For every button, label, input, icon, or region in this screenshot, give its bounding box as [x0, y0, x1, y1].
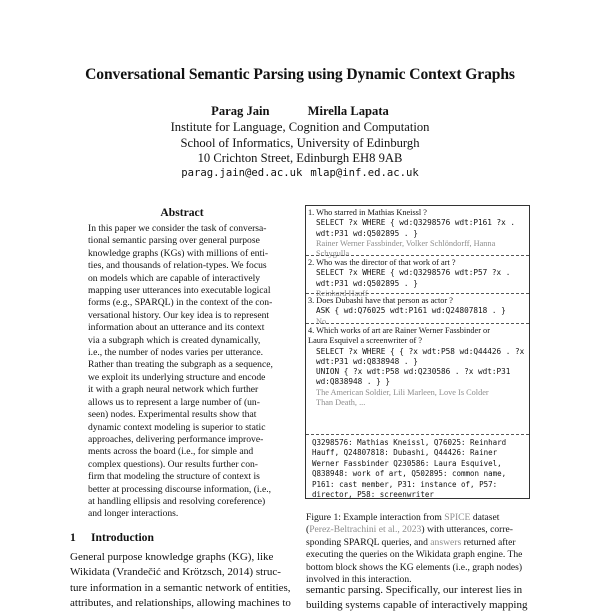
caption-line: involved in this interaction.	[306, 574, 412, 586]
figure-answer-line: The American Soldier, Lili Marleen, Love Is Colder	[316, 387, 489, 397]
affiliation-line: 10 Crichton Street, Edinburgh EH8 9AB	[197, 151, 403, 166]
section-heading	[70, 531, 154, 544]
abstract-line: better at processing discourse information, (i.e.,	[88, 483, 272, 495]
abstract-line: ties, and thousands of relation-types. We focus	[88, 260, 267, 272]
figure-query-line: SELECT ?x WHERE { wd:Q3298576 wdt:P161 ?x .	[316, 218, 516, 228]
body-line: Wikidata (Vrandečić and Krötzsch, 2014) struc-	[70, 566, 281, 579]
figure-answer-line: Reinhard Hauff	[316, 288, 368, 298]
abstract-line: mapping user utterances into executable logical	[88, 285, 271, 297]
body-line: attributes, and relationships, allowing machines to	[70, 596, 291, 609]
abstract-line: versational history. Our key idea is to represent	[88, 309, 270, 321]
abstract-line: forms (e.g., SPARQL) in the context of the con-	[88, 297, 273, 309]
caption-line: bottom block shows the KG elements (i.e., graph nodes)	[306, 561, 523, 573]
figure-question: 4. Which works of art are Rainer Werner Fassbinder or	[308, 326, 490, 335]
section-title: Introduction	[91, 531, 154, 544]
abstract-line: dynamic context modeling is superior to static	[88, 421, 266, 433]
abstract-line: tional semantic parsing over general purpose	[88, 235, 260, 247]
figure-caption	[306, 512, 532, 586]
affiliation-line: Institute for Language, Cognition and Computation	[170, 120, 430, 134]
affiliation-line: School of Informatics, University of Edinburgh	[180, 135, 420, 150]
abstract-line: ments across the board (i.e., for simple and	[88, 446, 254, 458]
kg-line: Werner Fassbinder Q230586: Laura Esquivel,	[312, 458, 502, 468]
figure-turn	[308, 208, 528, 259]
author-name: Mirella Lapata	[307, 104, 389, 118]
paper-title: Conversational Semantic Parsing using Dynamic Context Graphs	[85, 66, 515, 83]
figure-query-line: wd:Q838948 . } }	[316, 377, 391, 387]
abstract-body	[88, 223, 295, 521]
abstract-line: Rather than treating the subgraph as a sequence,	[88, 359, 273, 371]
abstract-line: approaches, delivering performance improve-	[88, 433, 264, 445]
body-line: semantic parsing. Specifically, our interest lies in	[306, 584, 523, 596]
affiliation	[0, 120, 600, 167]
author-name: Parag Jain	[211, 104, 270, 118]
figure-query-line: wdt:P31 wd:Q502895 . }	[316, 278, 418, 288]
caption-line: sponding SPARQL queries, and answers returned after	[306, 536, 516, 548]
figure-separator	[306, 293, 529, 294]
figure-answer-line: Rainer Werner Fassbinder, Volker Schlöndorff, Hanna	[316, 238, 496, 248]
figure-question: Laura Esquivel a screenwriter of ?	[308, 336, 423, 346]
abstract-line: seen) nodes. Experimental results show that	[88, 409, 257, 421]
figure-question: 1. Who starred in Mathias Kneissl ?	[308, 208, 427, 217]
abstract-line: we exploit its underlying structure and encode	[88, 371, 266, 383]
abstract-line: information about an utterance and its context	[88, 322, 265, 334]
figure-question: 2. Who was the director of that work of art ?	[308, 258, 456, 267]
kg-line: director, P58: screenwriter	[312, 490, 434, 500]
figure-answer-line: Than Death, ...	[316, 398, 366, 408]
abstract-line: firm that modeling the structure of context is	[88, 471, 260, 483]
body-line: ture information in a semantic network of entities,	[70, 581, 291, 594]
figure-separator	[306, 255, 529, 256]
section-number: 1	[70, 531, 76, 544]
right-column-body	[306, 583, 532, 614]
author-list	[0, 104, 600, 119]
figure-query-line: SELECT ?x WHERE { { ?x wdt:P58 wd:Q44426 . ?x	[316, 346, 525, 356]
abstract-line: at handling ellipsis and resolving coreference)	[88, 495, 266, 507]
figure-query-line: ASK { wd:Q76025 wdt:P161 wd:Q24807818 . }	[316, 306, 506, 316]
caption-line: executing the queries on the Wikidata graph engine. The	[306, 549, 523, 561]
email: parag.jain@ed.ac.uk	[181, 167, 303, 179]
figure-query-line: wdt:P31 wd:Q502895 . }	[316, 228, 418, 238]
figure-question: 3. Does Dubashi have that person as actor ?	[308, 296, 453, 305]
figure-answer-line: No	[316, 316, 327, 326]
abstract-line: via a subgraph which is created dynamically,	[88, 334, 261, 346]
figure-query-line: wdt:P31 wd:Q838948 . }	[316, 356, 418, 366]
caption-line: Figure 1: Example interaction from SPICE dataset	[306, 512, 500, 523]
email: mlap@inf.ed.ac.uk	[310, 167, 419, 179]
abstract-line: complex questions). Our results further con-	[88, 458, 258, 470]
figure-query-line: SELECT ?x WHERE { wd:Q3298576 wdt:P57 ?x .	[316, 268, 511, 278]
abstract-line: In this paper we consider the task of conversa-	[88, 223, 267, 234]
abstract-line: knowledge graphs (KGs) with millions of enti-	[88, 247, 269, 259]
figure-separator	[306, 323, 529, 324]
body-line: building systems capable of interactively mapping	[306, 599, 528, 612]
abstract-line: on models which are capable of interactively	[88, 272, 261, 284]
introduction-body	[70, 550, 296, 611]
abstract-line: and longer interactions.	[88, 508, 179, 520]
kg-line: Q3298576: Mathias Kneissl, Q76025: Reinhard	[312, 438, 507, 447]
abstract-line: allows us to represent a large number of (un-	[88, 396, 260, 408]
abstract-line: it with a graph neural network which further	[88, 384, 259, 396]
figure-answer-line: Schygulla	[316, 249, 350, 259]
kg-line: P161: cast member, P31: instance of, P57:	[312, 479, 498, 489]
kg-line: Q838948: work of art, Q502895: common name,	[312, 469, 507, 479]
body-line: General purpose knowledge graphs (KG), like	[70, 551, 274, 563]
figure-turn	[308, 326, 528, 408]
kg-line: Hauff, Q24807818: Dubashi, Q44426: Rainer	[312, 448, 498, 458]
caption-line: (Perez-Beltrachini et al., 2023) with utterances, corre-	[306, 524, 513, 536]
abstract-heading: Abstract	[160, 206, 204, 219]
figure-query-line: UNION { ?x wdt:P58 wd:Q230586 . ?x wdt:P31	[316, 367, 511, 377]
abstract-line: i.e., the number of nodes varies per utterance.	[88, 347, 264, 359]
figure-kg-elements	[312, 438, 526, 500]
figure-separator	[306, 434, 529, 435]
author-emails	[0, 167, 600, 179]
